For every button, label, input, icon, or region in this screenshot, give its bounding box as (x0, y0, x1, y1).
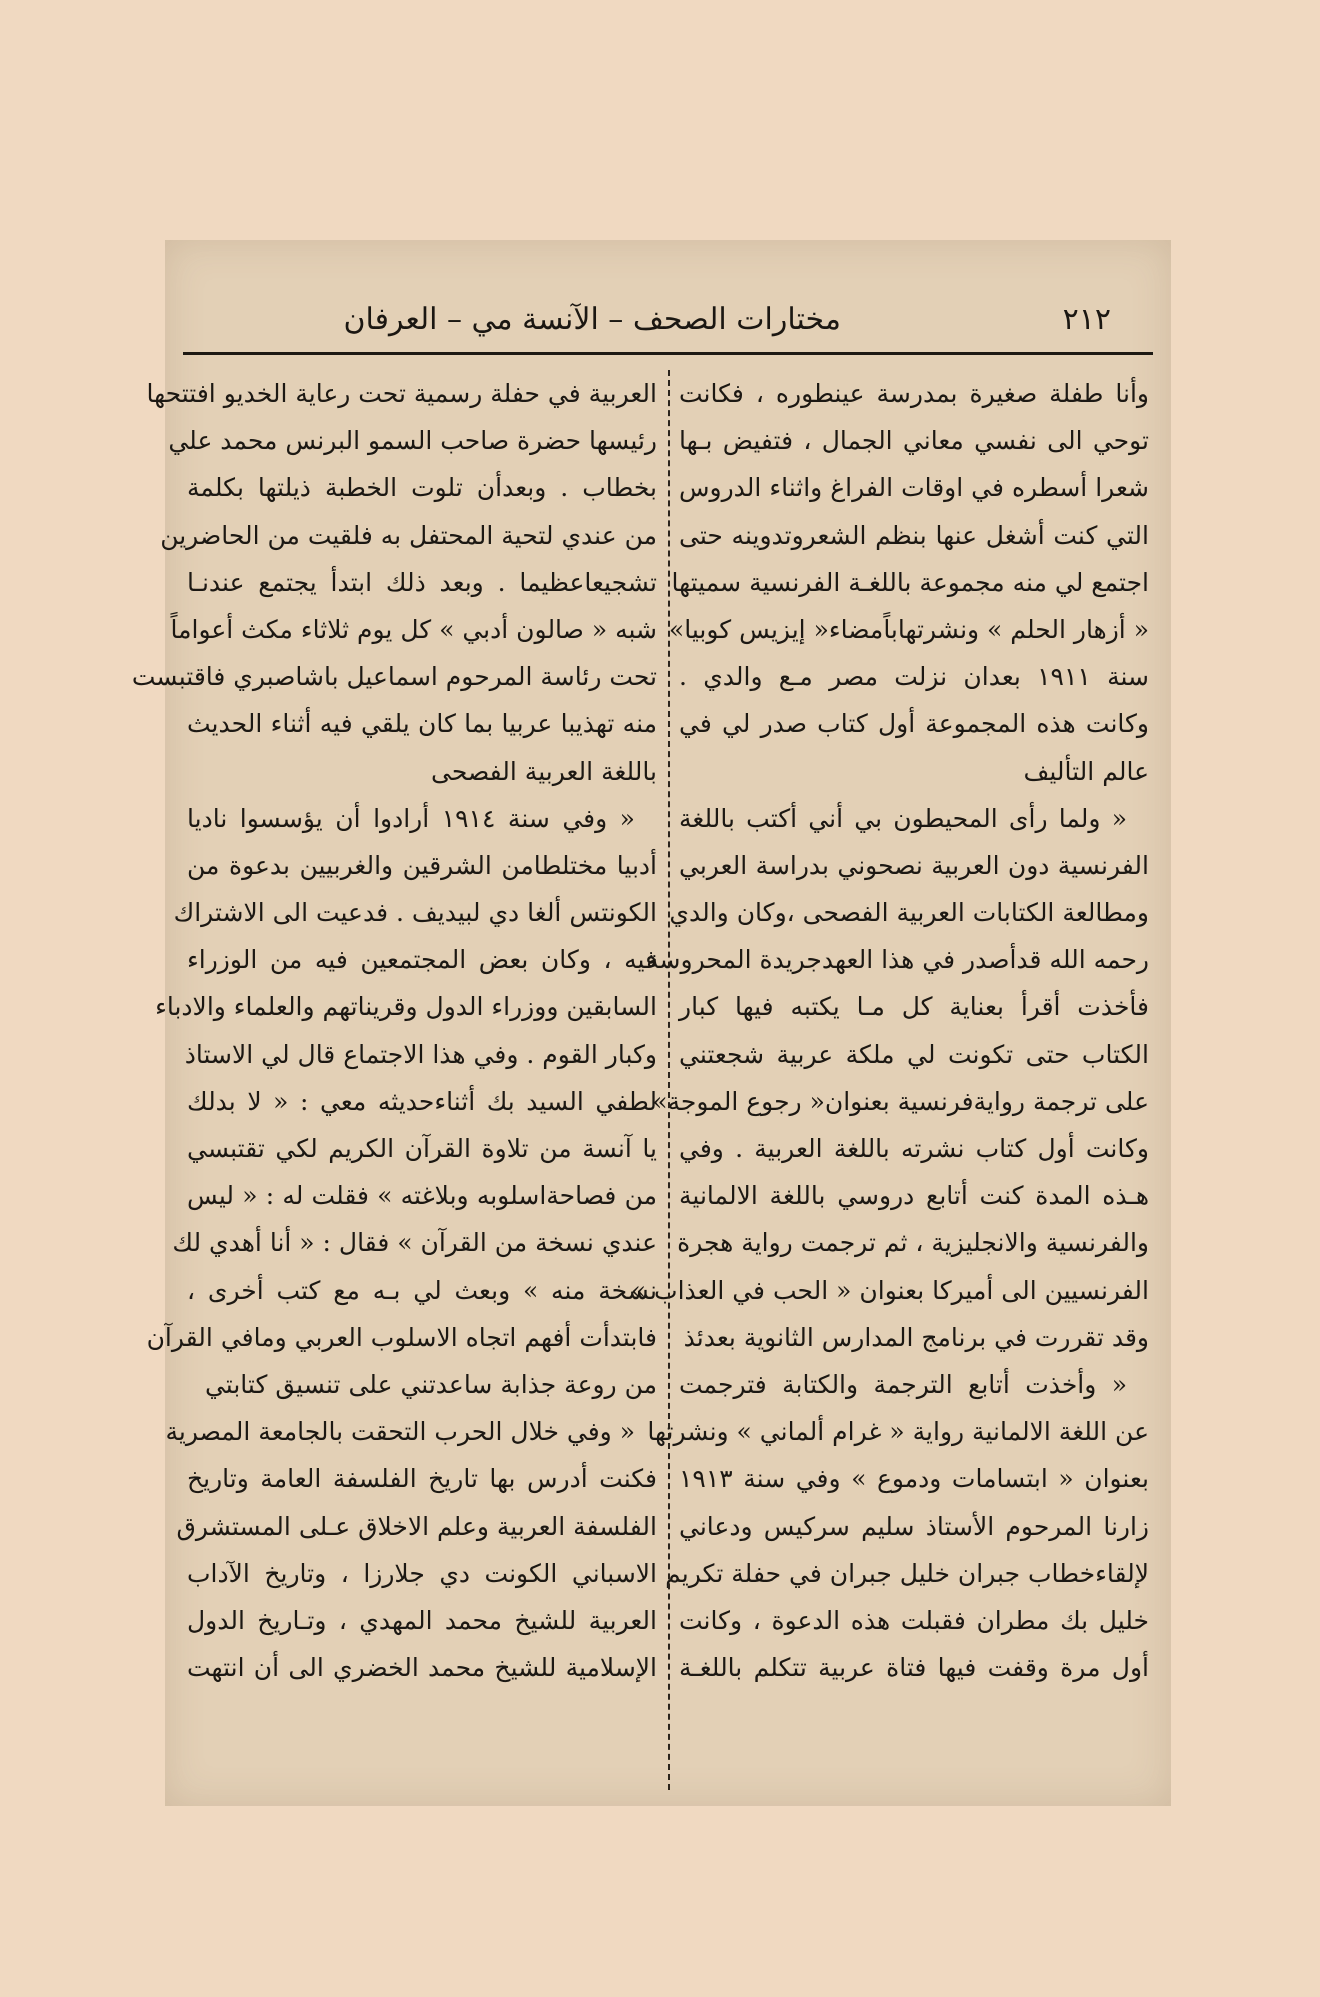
text-line: « وفي سنة ١٩١٤ أرادوا أن يؤسسوا ناديا (187, 803, 635, 833)
text-line: التي كنت أشغل عنها بنظم الشعروتدوينه حتى (679, 520, 1149, 550)
text-line: شعرا أسطره في اوقات الفراغ واثناء الدروس (679, 473, 1149, 503)
text-line: وكانت أول كتاب نشرته باللغة العربية . وفي (679, 1134, 1149, 1163)
text-line: شبه « صالون أدبي » كل يوم ثلاثاء مكث أعواماً (170, 614, 657, 644)
text-line: « ولما رأى المحيطون بي أني أكتب باللغة (679, 803, 1127, 833)
text-line: اجتمع لي منه مجموعة باللغـة الفرنسية سميتها (671, 567, 1149, 597)
text-line: بخطاب . وبعدأن تلوت الخطبة ذيلتها بكلمة (187, 473, 657, 503)
text-line: والفرنسية والانجليزية ، ثم ترجمت رواية هجرة (677, 1228, 1149, 1258)
text-line: منه تهذيبا عربيا بما كان يلقي فيه أثناء الحديث (187, 709, 657, 739)
text-line: أدبيا مختلطامن الشرقين والغربيين بدعوة من (187, 850, 657, 880)
text-line: فأخذت أقرأ بعناية كل مـا يكتبه فيها كبار (679, 992, 1149, 1022)
text-line: نسخة منه » وبعث لي بـه مع كتب أخرى ، (187, 1275, 657, 1305)
page-number: ٢١٢ (1062, 302, 1111, 337)
header-rule (183, 352, 1153, 355)
text-line: بعنوان « ابتسامات ودموع » وفي سنة ١٩١٣ (679, 1464, 1149, 1494)
text-line: العربية في حفلة رسمية تحت رعاية الخديو افتتحها (146, 379, 657, 408)
text-line: توحي الى نفسي معاني الجمال ، فتفيض بـها (679, 426, 1149, 456)
text-line: من عندي لتحية المحتفل به فلقيت من الحاضرين (160, 520, 657, 550)
text-line: عن اللغة الالمانية رواية « غرام ألماني » ونشرتها (647, 1417, 1149, 1447)
text-line: فكنت أدرس بها تاريخ الفلسفة العامة وتاريخ (187, 1464, 657, 1494)
text-line: خليل بك مطران فقبلت هذه الدعوة ، وكانت (679, 1605, 1149, 1635)
text-line: الفرنسيين الى أميركا بعنوان « الحب في العذاب » (630, 1275, 1149, 1305)
text-line: تشجيعاعظيما . وبعد ذلك ابتدأ يجتمع عندنـا (187, 567, 657, 597)
text-line: رئيسها حضرة صاحب السمو البرنس محمد علي (168, 426, 657, 456)
text-line: الكتاب حتى تكونت لي ملكة عربية شجعتني (679, 1039, 1149, 1069)
text-line: وأنا طفلة صغيرة بمدرسة عينطوره ، فكانت (679, 379, 1149, 408)
text-line: باللغة العربية الفصحى (430, 756, 657, 786)
text-line: زارنا المرحوم الأستاذ سليم سركيس ودعاني (679, 1511, 1149, 1541)
text-line: أول مرة وقفت فيها فتاة عربية تتكلم باللغـة (679, 1653, 1149, 1683)
text-line: تحت رئاسة المرحوم اسماعيل باشاصبري فاقتبست (131, 662, 657, 692)
text-line: السابقين ووزراء الدول وقريناتهم والعلماء والادباء (155, 992, 657, 1022)
text-line: من فصاحةاسلوبه وبلاغته » فقلت له : « ليس (187, 1181, 657, 1211)
right-column (630, 370, 1150, 1790)
text-line: وقد تقررت في برنامج المدارس الثانوية بعدئذ (683, 1322, 1149, 1352)
text-line: عندي نسخة من القرآن » فقال : « أنا أهدي لك (172, 1228, 657, 1258)
text-line: عالم التأليف (1023, 756, 1149, 786)
text-line: رحمه الله قدأصدر في هذا العهدجريدة المحروسة (646, 945, 1149, 975)
column-divider (668, 370, 670, 1790)
text-line: « أزهار الحلم » ونشرتهاباًمضاء« إيزيس كوبيا» (668, 614, 1149, 644)
text-line: فابتدأت أفهم اتجاه الاسلوب العربي ومافي القرآن (146, 1322, 657, 1352)
text-line: الفرنسية دون العربية نصحوني بدراسة العربي (679, 850, 1149, 880)
text-line: سنة ١٩١١ بعدان نزلت مصر مـع والدي . (679, 662, 1150, 692)
text-line: لإلقاءخطاب جبران خليل جبران في حفلة تكريم (665, 1558, 1149, 1588)
text-line: من روعة جذابة ساعدتني على تنسيق كتابتي (204, 1369, 657, 1399)
text-line: هـذه المدة كنت أتابع دروسي باللغة الالمانية (679, 1181, 1149, 1211)
text-line: وكانت هذه المجموعة أول كتاب صدر لي في (679, 709, 1149, 739)
text-line: الفلسفة العربية وعلم الاخلاق عـلى المستشرق (176, 1511, 657, 1541)
text-line: على ترجمة روايةفرنسية بعنوان« رجوع الموجة» (652, 1086, 1149, 1116)
text-line: الإسلامية للشيخ محمد الخضري الى أن انتهت (187, 1653, 657, 1683)
text-line: الكونتس ألغا دي لبيديف . فدعيت الى الاشتراك (173, 898, 657, 928)
text-line: الاسباني الكونت دي جلارزا ، وتاريخ الآداب (187, 1558, 657, 1588)
text-line: وكبار القوم . وفي هذا الاجتماع قال لي الاستاذ (184, 1039, 657, 1069)
page-header (185, 300, 1151, 350)
scanned-page (131, 240, 1171, 1806)
text-line: « وفي خلال الحرب التحقت بالجامعة المصرية (165, 1417, 635, 1447)
left-column (131, 370, 657, 1790)
running-title: مختارات الصحف – الآنسة مي – العرفان (343, 302, 841, 337)
text-line: ومطالعة الكتابات العربية الفصحى ،وكان والدي (669, 898, 1149, 928)
text-line: لطفي السيد بك أثناءحديثه معي : « لا بدلك (187, 1086, 657, 1116)
text-line: فيه ، وكان بعض المجتمعين فيه من الوزراء (187, 945, 657, 975)
text-line: « وأخذت أتابع الترجمة والكتابة فترجمت (679, 1369, 1127, 1399)
text-line: العربية للشيخ محمد المهدي ، وتـاريخ الدول (187, 1605, 657, 1635)
text-line: يا آنسة من تلاوة القرآن الكريم لكي تقتبسي (187, 1134, 657, 1163)
